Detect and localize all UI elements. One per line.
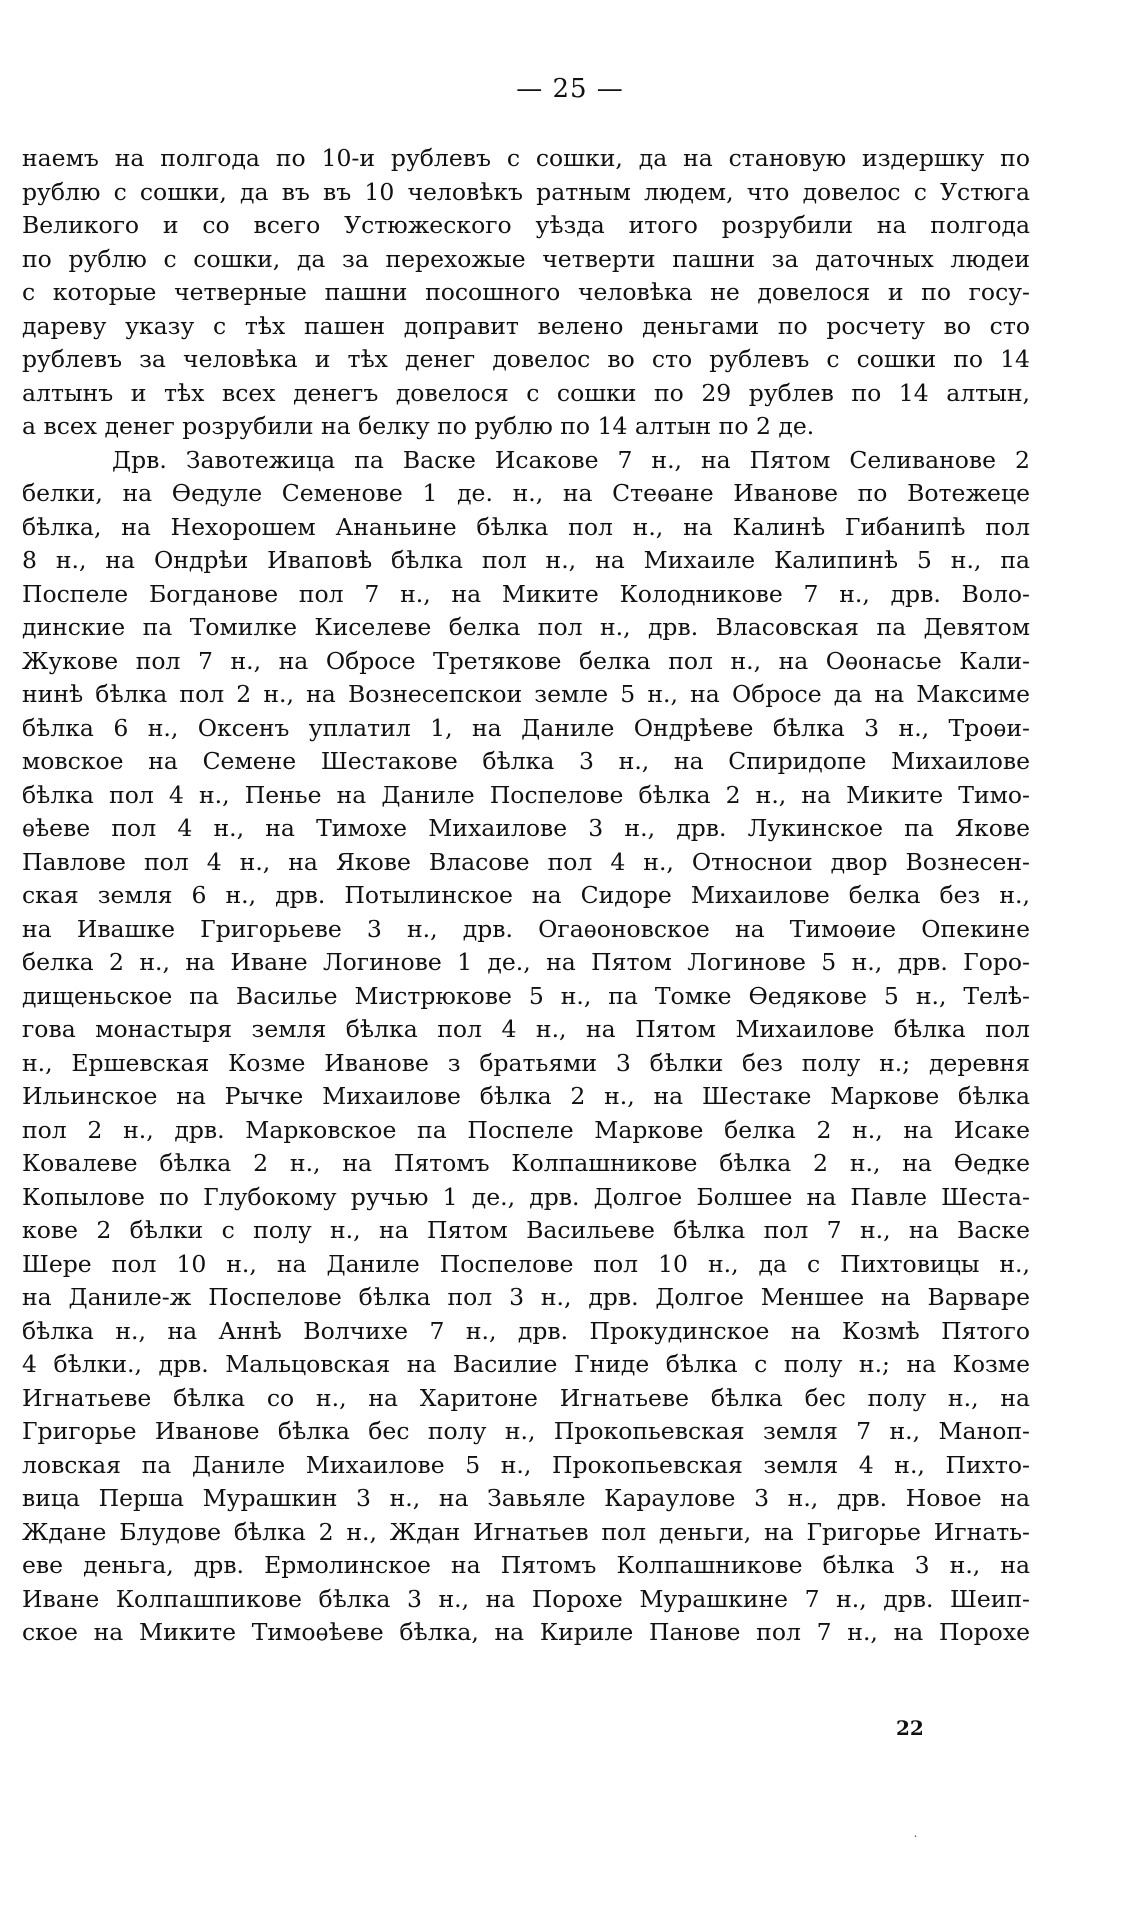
signature-mark: 22 <box>896 1716 924 1740</box>
text-line: рублевъ за человѣка и тѣх денег довелос во сто рублевъ с сошки по 14 <box>22 345 1030 373</box>
text-line: Копылове по Глубокому ручью 1 де., дрв. Долгое Болшее на Павле Шеста- <box>22 1182 1030 1211</box>
text-line: н., Ершевская Козме Иванове з братьями 3 бѣлки без полу н.; деревня <box>22 1048 1030 1077</box>
text-line: бѣлка пол 4 н., Пенье на Даниле Поспелове бѣлка 2 н., на Миките Тимо- <box>22 780 1030 809</box>
text-line: Ждане Блудове бѣлка 2 н., Ждан Игнатьев пол деньги, на Григорье Игнать- <box>22 1517 1030 1546</box>
text-line: Шере пол 10 н., на Даниле Поспелове пол 10 н., да с Пихтовицы н., <box>22 1249 1030 1278</box>
text-line: 8 н., на Ондрѣи Иваповѣ бѣлка пол н., на Михаиле Калипинѣ 5 н., па <box>22 546 1030 574</box>
text-line: алтынъ и тѣх всех денегъ довелося с сошки по 29 рублев по 14 алтын, <box>22 378 1030 407</box>
text-line: Павлове пол 4 н., на Якове Власове пол 4 н., Относнои двор Вознесен- <box>22 847 1030 876</box>
text-line: дареву указу с тѣх пашен доправит велено деньгами по росчету во сто <box>22 311 1030 340</box>
text-line: кове 2 бѣлки с полу н., на Пятом Васильеве бѣлка пол 7 н., на Васке <box>22 1216 1030 1244</box>
text-line: а всех денег розрубили на белку по рублю по 14 алтын по 2 де. <box>22 412 815 440</box>
text-line: белка 2 н., на Иване Логинове 1 де., на Пятом Логинове 5 н., дрв. Горо- <box>22 948 1030 976</box>
text-line: бѣлка 6 н., Оксенъ уплатил 1, на Даниле Ондрѣеве бѣлка 3 н., Троѳи- <box>22 713 1030 742</box>
text-line: нинѣ бѣлка пол 2 н., на Вознесепскои земле 5 н., на Обросе да на Максиме <box>22 680 1030 708</box>
page-number: — 25 — <box>516 74 624 104</box>
text-line: по рублю с сошки, да за перехожые четверти пашни за даточных людеи <box>22 244 1030 273</box>
text-line: ское на Миките Тимоѳѣеве бѣлка, на Кириле Панове пол 7 н., на Порохе <box>22 1618 1030 1646</box>
body-text <box>22 142 1030 1650</box>
text-line: динские па Томилке Киселеве белка пол н., дрв. Власовская па Девятом <box>22 613 1030 641</box>
text-line: на Даниле-ж Поспелове бѣлка пол 3 н., дрв. Долгое Меншее на Варваре <box>22 1283 1030 1311</box>
text-line: на Ивашке Григорьеве 3 н., дрв. Огаѳоновское на Тимоѳие Опекине <box>22 914 1030 943</box>
text-line: еве деньга, дрв. Ермолинское на Пятомъ Колпашникове бѣлка 3 н., на <box>22 1551 1030 1579</box>
text-line: белки, на Ѳедуле Семенове 1 де. н., на Стеѳане Иванове по Вотежеце <box>22 479 1030 507</box>
text-line: Иване Колпашпикове бѣлка 3 н., на Порохе Мурашкине 7 н., дрв. Шеип- <box>22 1584 1030 1613</box>
text-line: Поспеле Богданове пол 7 н., на Миките Колодникове 7 н., дрв. Воло- <box>22 579 1030 608</box>
text-line: наемъ на полгода по 10-и рублевъ с сошки, да на становую издершку по <box>22 144 1030 172</box>
text-line: Игнатьеве бѣлка со н., на Харитоне Игнатьеве бѣлка бес полу н., на <box>22 1383 1030 1412</box>
text-line: бѣлка, на Нехорошем Ананьине бѣлка пол н., на Калинѣ Гибанипѣ пол <box>22 512 1030 541</box>
text-line: ловская па Даниле Михаилове 5 н., Прокопьевская земля 4 н., Пихто- <box>22 1450 1030 1479</box>
text-line: Дрв. Завотежица па Васке Исакове 7 н., на Пятом Селиванове 2 <box>112 445 1030 474</box>
text-line: вица Перша Мурашкин 3 н., на Завьяле Караулове 3 н., дрв. Новое на <box>22 1484 1030 1512</box>
text-line: Великого и со всего Устюжеского уѣзда итого розрубили на полгода <box>22 211 1030 239</box>
text-line: Ильинское на Рычке Михаилове бѣлка 2 н., на Шестаке Маркове бѣлка <box>22 1082 1030 1110</box>
text-line: ѳѣеве пол 4 н., на Тимохе Михаилове 3 н., дрв. Лукинское па Якове <box>22 814 1030 842</box>
text-line: гова монастыря земля бѣлка пол 4 н., на Пятом Михаилове бѣлка пол <box>22 1015 1030 1043</box>
text-line: 4 бѣлки., дрв. Мальцовская на Василие Гниде бѣлка с полу н.; на Козме <box>22 1350 1030 1378</box>
text-line: рублю с сошки, да въ въ 10 человѣкъ ратным людем, что довелос с Устюга <box>22 177 1030 206</box>
text-line: дищеньское па Василье Мистрюкове 5 н., па Томке Ѳедякове 5 н., Телѣ- <box>22 981 1030 1010</box>
ink-speck: ˙ <box>912 1834 919 1850</box>
text-line: Григорье Иванове бѣлка бес полу н., Прокопьевская земля 7 н., Маноп- <box>22 1417 1030 1445</box>
text-line: пол 2 н., дрв. Марковское па Поспеле Маркове белка 2 н., на Исаке <box>22 1115 1030 1144</box>
text-line: Ковалеве бѣлка 2 н., на Пятомъ Колпашникове бѣлка 2 н., на Ѳедке <box>22 1149 1030 1177</box>
text-line: мовское на Семене Шестакове бѣлка 3 н., на Спиридопе Михаилове <box>22 747 1030 775</box>
text-line: Жукове пол 7 н., на Обросе Третякове белка пол н., на Оѳонасье Кали- <box>22 646 1030 675</box>
text-line: ская земля 6 н., дрв. Потылинское на Сидоре Михаилове белка без н., <box>22 881 1030 909</box>
text-line: бѣлка н., на Аннѣ Волчихе 7 н., дрв. Прокудинское на Козмѣ Пятого <box>22 1316 1030 1345</box>
text-line: с которые четверные пашни посошного человѣка не довелося и по госу- <box>22 278 1030 306</box>
